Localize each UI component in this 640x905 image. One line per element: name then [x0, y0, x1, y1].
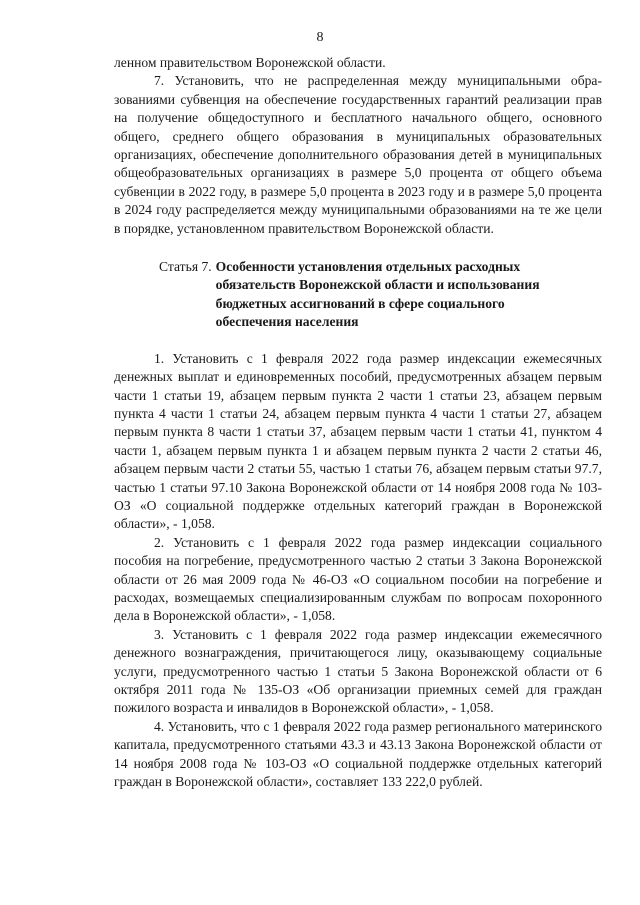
article-heading — [114, 258, 602, 332]
document-body — [114, 54, 602, 791]
paragraph-item-1: 1. Установить с 1 февраля 2022 года размер индексации ежемесячных денежных выплат и единовременных пособий, предусмотренных абзацем первым части 1 статьи 19, абзацем первым пункта 2 части 1 статьи 23, абзацем первым пункта 4 части 1 статьи 24, абзацем первым пункта 4 части 1 статьи 27, абзацем первым пункта 8 части 1 статьи 37, абзацем первым части 1 статьи 41, пунктом 4 части 1, абзацем первым пункта 1 и абзацем первым пункта 2 части 2 статьи 46, абзацем первым части 2 статьи 55, частью 1 статьи 76, абзацем первым статьи 97.7, частью 1 статьи 97.10 Закона Воронежской области от 14 ноября 2008 года № 103-ОЗ «О социальной поддержке отдельных категорий граждан в Воронежской области», - 1,058. — [114, 350, 602, 532]
paragraph-item-2: 2. Установить с 1 февраля 2022 года размер индексации социального пособия на погребение, предусмотренного частью 2 статьи 3 Закона Воронежской области от 26 мая 2009 года № 46-ОЗ «О социальном пособии на погребение и расходах, возмещаемых специализированным службам по вопросам похоронного дела в Воронежской области», - 1,058. — [114, 534, 602, 624]
article-title: Особенности установления отдельных расходных обязательств Воронежской области и использования бюджетных ассигнований в сфере социального обеспечения населения — [215, 259, 540, 330]
article-label: Статья 7. — [159, 259, 212, 275]
paragraph-continuation: ленном правительством Воронежской области. — [114, 55, 386, 70]
paragraph-item-7: 7. Установить, что не распределенная между муниципальными образованиями субвенция на обеспечение государственных гарантий реализации прав на получение общедоступного и бесплатного начального общего, основного общего, среднего общего образования в муниципальных образовательных организациях, обеспечение дополнительного образования детей в муниципальных общеобразовательных организациях в размере 5,0 процента от общего объема субвенции в 2022 году, в размере 5,0 процента в 2023 году и в размере 5,0 процента в 2024 году распределяется между муниципальными образованиями на те же цели в порядке, установленном правительством Воронежской области. — [114, 73, 602, 236]
paragraph-item-4: 4. Установить, что с 1 февраля 2022 года размер регионального материнского капитала, предусмотренного статьями 43.3 и 43.13 Закона Воронежской области от 14 ноября 2008 года № 103-ОЗ «О социальной поддержке отдельных категорий граждан в Воронежской области», составляет 133 222,0 рублей. — [114, 718, 602, 790]
page-number: 8 — [316, 30, 324, 45]
paragraph-item-3: 3. Установить с 1 февраля 2022 года размер индексации ежемесячного денежного вознаграждения, причитающегося лицу, оказывающему социальные услуги, предусмотренного частью 1 статьи 5 Закона Воронежской области от 6 октября 2011 года № 135-ОЗ «Об организации приемных семей для граждан пожилого возраста и инвалидов в Воронежской области», - 1,058. — [114, 626, 602, 716]
